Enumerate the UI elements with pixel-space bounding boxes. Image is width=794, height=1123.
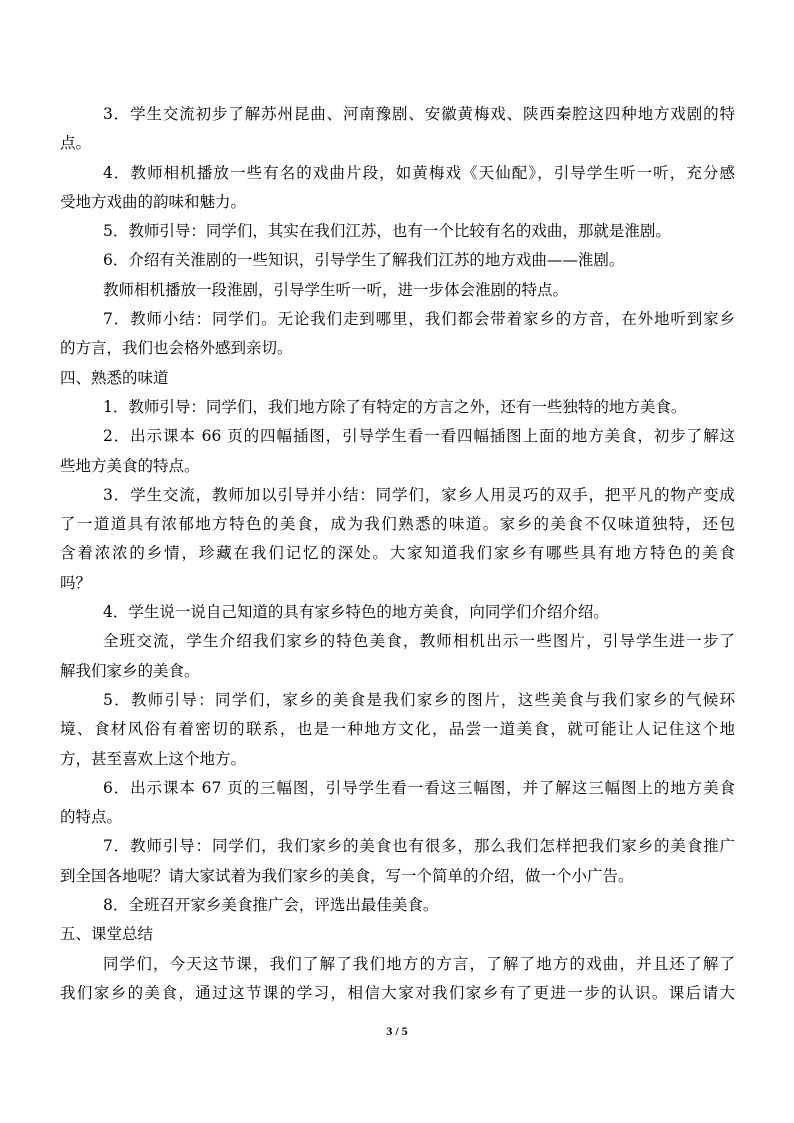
text-line: 8．全班召开家乡美食推广会，评选出最佳美食。 xyxy=(103,896,439,915)
text-line: 1．教师引导：同学们，我们地方除了有特定的方言之外，还有一些独特的地方美食。 xyxy=(103,397,687,416)
text-line: 受地方戏曲的韵味和魅力。 xyxy=(60,192,247,211)
text-line: 点。 xyxy=(60,134,92,153)
page-number: 3 / 5 xyxy=(386,1024,408,1038)
text-line: 到全国各地呢？请大家试着为我们家乡的美食，写一个简单的介绍，做一个小广告。 xyxy=(60,866,634,885)
text-line: 的方言，我们也会格外感到亲切。 xyxy=(60,339,293,358)
text-line: 7．教师小结：同学们。无论我们走到哪里，我们都会带着家乡的方音，在外地听到家乡 xyxy=(103,310,735,329)
text-line: 吗？ xyxy=(60,573,92,592)
text-line: 教师相机播放一段淮剧，引导学生听一听，进一步体会淮剧的特点。 xyxy=(103,280,569,299)
text-line: 四、熟悉的味道 xyxy=(60,368,169,387)
text-line: 的特点。 xyxy=(60,808,123,827)
text-line: 4．教师相机播放一些有名的戏曲片段，如黄梅戏《天仙配》，引导学生听一听，充分感 xyxy=(103,163,735,182)
text-line: 全班交流，学生介绍我们家乡的特色美食，教师相机出示一些图片，引导学生进一步了 xyxy=(103,632,735,651)
text-line: 6．出示课本 67 页的三幅图，引导学生看一看这三幅图，并了解这三幅图上的地方美食 xyxy=(103,778,735,797)
text-line: 了一道道具有浓郁地方特色的美食，成为我们熟悉的味道。家乡的美食不仅味道独特，还包 xyxy=(60,515,735,534)
text-line: 我们家乡的美食，通过这节课的学习，相信大家对我们家乡有了更进一步的认识。课后请大 xyxy=(60,983,735,1002)
body-text xyxy=(60,100,735,1008)
text-line: 5．教师引导：同学们，家乡的美食是我们家乡的图片，这些美食与我们家乡的气候环 xyxy=(103,690,735,709)
text-line: 4．学生说一说自己知道的具有家乡特色的地方美食，向同学们介绍介绍。 xyxy=(103,603,609,622)
text-line: 3．学生交流，教师加以引导并小结：同学们，家乡人用灵巧的双手，把平凡的物产变成 xyxy=(103,485,735,504)
text-line: 方，甚至喜欢上这个地方。 xyxy=(60,749,247,768)
text-line: 7．教师引导：同学们，我们家乡的美食也有很多，那么我们怎样把我们家乡的美食推广 xyxy=(103,837,735,856)
text-line: 五、课堂总结 xyxy=(60,925,154,944)
text-line: 含着浓浓的乡情，珍藏在我们记忆的深处。大家知道我们家乡有哪些具有地方特色的美食 xyxy=(60,544,735,563)
text-line: 5．教师引导：同学们，其实在我们江苏，也有一个比较有名的戏曲，那就是淮剧。 xyxy=(103,222,671,241)
text-line: 6．介绍有关淮剧的一些知识，引导学生了解我们江苏的地方戏曲——淮剧。 xyxy=(103,251,625,270)
text-line: 3．学生交流初步了解苏州昆曲、河南豫剧、安徽黄梅戏、陕西秦腔这四种地方戏剧的特 xyxy=(103,105,735,123)
text-line: 境、食材风俗有着密切的联系，也是一种地方文化，品尝一道美食，就可能让人记住这个地 xyxy=(60,720,735,739)
text-line: 同学们，今天这节课，我们了解了我们地方的方言，了解了地方的戏曲，并且还了解了 xyxy=(103,954,735,973)
text-line: 些地方美食的特点。 xyxy=(60,456,200,475)
text-line: 解我们家乡的美食。 xyxy=(60,661,200,680)
text-line: 2．出示课本 66 页的四幅插图，引导学生看一看四幅插图上面的地方美食，初步了解这 xyxy=(103,427,735,446)
